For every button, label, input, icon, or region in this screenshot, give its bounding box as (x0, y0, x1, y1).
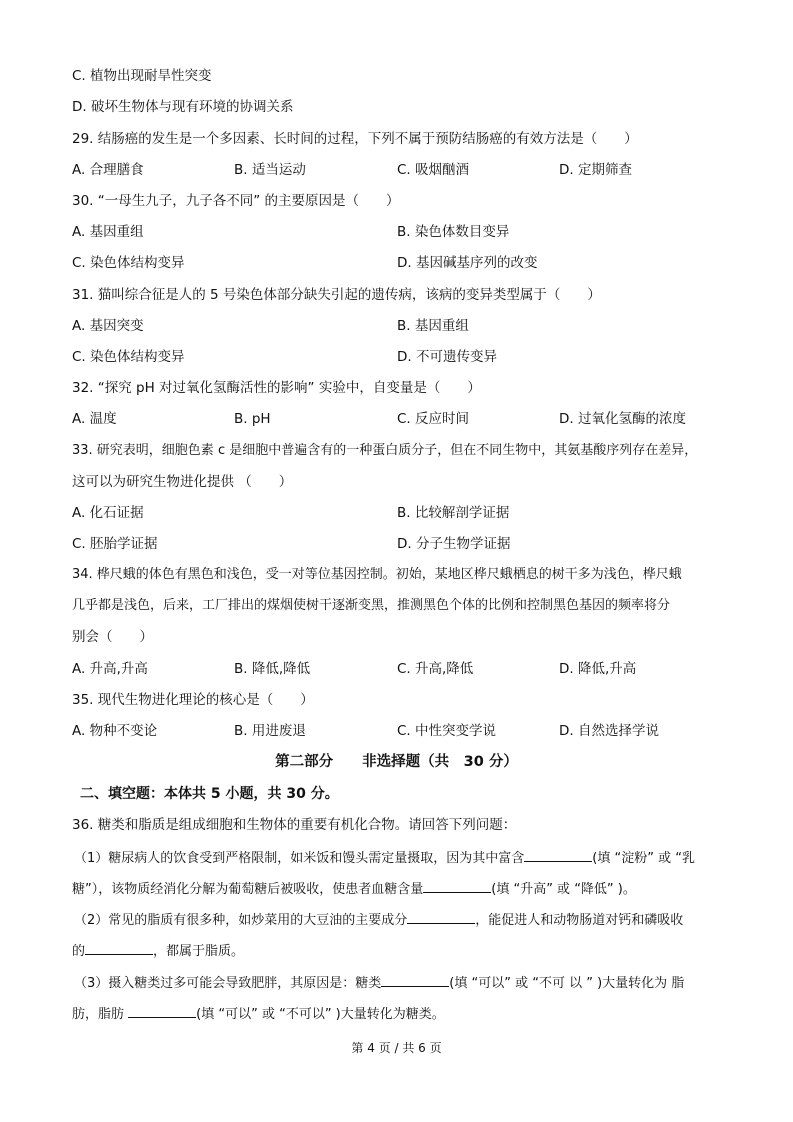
q33-option-b: B. 比较解剖学证据 (397, 505, 510, 521)
answer-blank-2[interactable] (423, 878, 491, 893)
q33-stem-line2: 这可以为研究生物进化提供 （ ） (72, 474, 293, 490)
q30-options-row2 (72, 253, 722, 273)
q35-option-a: A. 物种不变论 (72, 723, 158, 739)
q36-part1-text-d: (填 “升高” 或 “降低” )。 (491, 882, 636, 897)
q31-stem: 31. 猫叫综合征是人的 5 号染色体部分缺失引起的遗传病，该病的变异类型属于（ ） (72, 287, 601, 303)
q33-options-row2 (72, 534, 722, 554)
q31-option-c: C. 染色体结构变异 (72, 349, 185, 365)
q36-part3-text-c: 肪，脂肪 (72, 1007, 129, 1022)
q36-part1-text-a: （1）糖尿病人的饮食受到严格限制，如米饭和馒头需定量摄取，因为其中富含 (74, 851, 525, 866)
q32-option-a: A. 温度 (72, 411, 117, 427)
q31-options-row1 (72, 316, 722, 336)
q31-option-a: A. 基因突变 (72, 318, 144, 334)
q34-option-d: D. 降低,升高 (559, 661, 637, 677)
q33-stem-line1: 33. 研究表明，细胞色素 c 是细胞中普遍含有的一种蛋白质分子，但在不同生物中，其氨基酸序列存在差异， (72, 443, 698, 458)
q31-options-row2 (72, 347, 722, 367)
q36-part3-text-b: (填 “可以” 或 “不可 以 ” )大量转化为 脂 (449, 976, 685, 991)
answer-blank-5[interactable] (381, 972, 449, 987)
q29-options (72, 160, 722, 180)
q36-part2-text-c: 的 (72, 944, 86, 959)
q30-option-a: A. 基因重组 (72, 224, 144, 240)
q34-stem-line2: 几乎都是浅色，后来，工厂排出的煤烟使树干逐渐变黑，推测黑色个体的比例和控制黑色基因的频率将分 (72, 598, 671, 613)
q35-option-d: D. 自然选择学说 (559, 723, 659, 739)
fill-in-section-heading: 二、填空题：本体共 5 小题，共 30 分。 (80, 786, 339, 802)
q36-part1-line1 (74, 847, 695, 869)
q34-option-c: C. 升高,降低 (397, 661, 474, 677)
q30-options-row1 (72, 222, 722, 242)
q28-option-d: D. 破坏生物体与现有环境的协调关系 (72, 99, 294, 115)
q35-option-c: C. 中性突变学说 (397, 723, 497, 739)
q29-option-d: D. 定期筛查 (559, 162, 632, 178)
q32-stem: 32. “探究 pH 对过氧化氢酶活性的影响” 实验中，自变量是（ ） (72, 380, 481, 396)
page-footer: 第 4 页 / 共 6 页 (351, 1041, 442, 1055)
q30-option-b: B. 染色体数目变异 (397, 224, 510, 240)
answer-blank-6[interactable] (128, 1003, 196, 1018)
q36-part3-line2 (72, 1003, 445, 1025)
q30-option-d: D. 基因碱基序列的改变 (397, 255, 538, 271)
q33-option-a: A. 化石证据 (72, 505, 144, 521)
q29-option-a: A. 合理膳食 (72, 162, 144, 178)
q32-option-d: D. 过氧化氢酶的浓度 (559, 411, 686, 427)
q34-option-b: B. 降低,降低 (234, 661, 311, 677)
q34-option-a: A. 升高,升高 (72, 661, 148, 677)
q36-part3-line1 (74, 972, 684, 994)
q34-stem-line3: 别会（ ） (72, 629, 153, 645)
q35-option-b: B. 用进废退 (234, 723, 306, 739)
q36-part3-text-d: (填 “可以” 或 “不可以” )大量转化为糖类。 (196, 1007, 445, 1022)
q36-part1-text-b: (填 “淀粉” 或 “乳 (592, 851, 695, 866)
q36-part2-line1 (74, 909, 683, 931)
q35-stem: 35. 现代生物进化理论的核心是（ ） (72, 692, 314, 708)
q28-option-c: C. 植物出现耐旱性突变 (72, 68, 212, 84)
answer-blank-1[interactable] (524, 847, 592, 862)
q36-part2-text-a: （2）常见的脂质有很多种，如炒菜用的大豆油的主要成分 (74, 913, 408, 928)
q36-part1-line2 (72, 878, 636, 900)
q35-options (72, 721, 722, 741)
q31-option-b: B. 基因重组 (397, 318, 469, 334)
q36-stem: 36. 糖类和脂质是组成细胞和生物体的重要有机化合物。请回答下列问题： (72, 817, 517, 833)
part2-title-text: 第二部分 非选择题（共 30 分） (275, 754, 518, 770)
q30-stem: 30. “一母生九子，九子各不同” 的主要原因是（ ） (72, 193, 400, 209)
q32-option-b: B. pH (234, 411, 271, 427)
q33-option-c: C. 胚胎学证据 (72, 536, 158, 552)
q36-part2-text-b: ，能促进人和动物肠道对钙和磷吸收 (475, 913, 684, 928)
answer-blank-3[interactable] (407, 909, 475, 924)
q32-options (72, 409, 722, 429)
q31-option-d: D. 不可遗传变异 (397, 349, 497, 365)
q36-part3-text-a: （3）摄入糖类过多可能会导致肥胖，其原因是：糖类 (74, 976, 382, 991)
q34-stem-line1: 34. 桦尺蛾的体色有黑色和浅色，受一对等位基因控制。初始，某地区桦尺蛾栖息的树干多为浅色，桦尺蛾 (72, 567, 682, 582)
answer-blank-4[interactable] (85, 940, 153, 955)
q30-option-c: C. 染色体结构变异 (72, 255, 185, 271)
q33-option-d: D. 分子生物学证据 (397, 536, 511, 552)
q33-options-row1 (72, 503, 722, 523)
q29-option-b: B. 适当运动 (234, 162, 306, 178)
q36-part2-text-d: ，都属于脂质。 (153, 944, 245, 959)
q36-part1-text-c: 糖”），该物质经消化分解为葡萄糖后被吸收，使患者血糖含量 (72, 882, 424, 897)
part2-title (0, 752, 793, 772)
q29-option-c: C. 吸烟酗酒 (397, 162, 470, 178)
q36-part2-line2 (72, 940, 244, 962)
q32-option-c: C. 反应时间 (397, 411, 470, 427)
q29-stem: 29. 结肠癌的发生是一个多因素、长时间的过程，下列不属于预防结肠癌的有效方法是（ ） (72, 131, 638, 147)
q34-options (72, 659, 722, 679)
